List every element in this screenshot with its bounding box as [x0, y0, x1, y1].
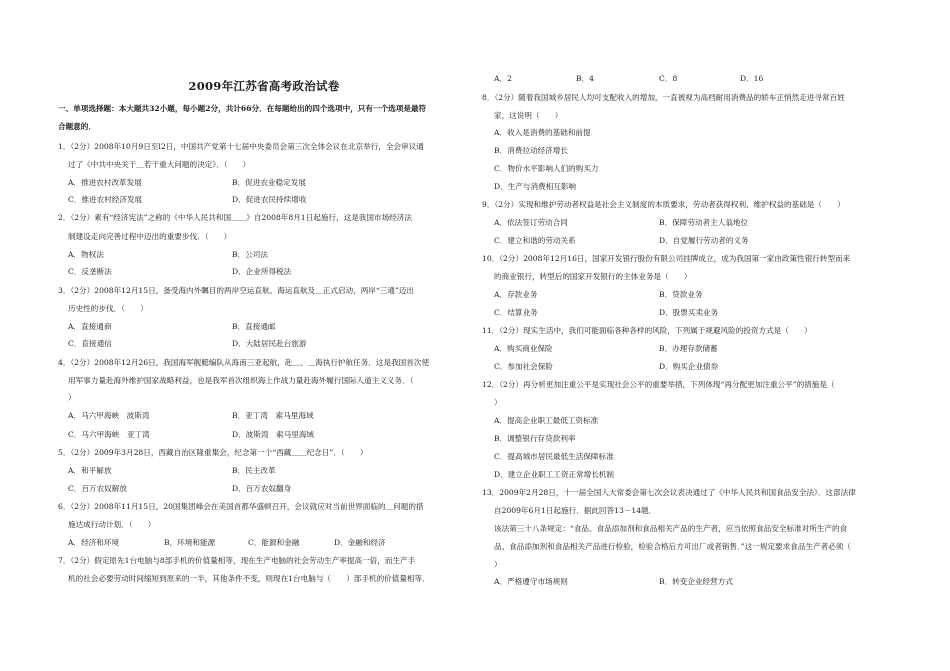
q6-option-d[interactable]: D．金融和经济 [334, 538, 386, 547]
q2-stem-line2: 制建设走向完善过程中迈出的重要步伐．（ ） [68, 232, 232, 241]
q11-option-a[interactable]: A．购买商业保险 [494, 344, 553, 353]
q7-option-c[interactable]: C．8 [659, 74, 678, 83]
q4-stem-line3: ） [68, 393, 76, 402]
q6-option-b[interactable]: B．环境和能源 [164, 538, 216, 547]
q10-option-b[interactable]: B．贷款业务 [659, 290, 703, 299]
page-title: 2009年江苏省高考政治试卷 [188, 79, 340, 93]
q7-stem-line1: 7．（2分）假定原先1台电脑与8部手机的价值量相等，现在生产电脑的社会劳动生产率提高一倍，而生产手 [58, 556, 416, 565]
q7-stem-line2: 机的社会必要劳动时间缩短到原来的一半，其他条件不变，则现在1台电脑与（ ）部手机的价值量相等． [68, 574, 430, 583]
q4-option-a[interactable]: A．马六甲海峡 波斯湾 [68, 411, 150, 420]
q2-stem-line1: 2．（2分）素有“经济宪法”之称的《中华人民共和国＿＿》自2008年8月1日起施行，这是我国市场经济法 [58, 213, 412, 222]
q1-option-c[interactable]: C．推进农村经济发展 [68, 195, 143, 204]
q1-stem-line2: 过了《中共中央关于＿若干重大问题的决定》．（ ） [68, 160, 251, 169]
q2-option-b[interactable]: B．公司法 [232, 250, 268, 259]
q12-option-a[interactable]: A．提高企业职工最低工资标准 [494, 416, 599, 425]
q12-option-d[interactable]: D．建立企业职工工资正常增长机制 [494, 470, 614, 479]
q1-stem-line1: 1．（2分）2008年10月9日至l2日，中国共产党第十七届中央委员会第三次全体会议在北京举行，全会审议通 [58, 142, 424, 151]
q7-option-a[interactable]: A．2 [494, 74, 512, 83]
q3-stem-line1: 3．（2分）2008年12月15日，备受海内外瞩目的两岸空运直航、海运直航及＿正式启动，两岸“三通”迈出 [58, 286, 415, 295]
q11-option-c[interactable]: C．参加社会保险 [494, 362, 553, 371]
q9-option-a[interactable]: A．依法签订劳动合同 [494, 218, 568, 227]
q10-stem-line2: 的商业银行，转型后的国家开发银行的主体业务是（ ） [494, 272, 692, 281]
q13-stem-line1: 13．2009年2月28日，十一届全国人大常委会第七次会议表决通过了《中华人民共和国食品安全法》．这部法律 [482, 488, 856, 497]
q10-option-a[interactable]: A．存款业务 [494, 290, 538, 299]
q2-option-a[interactable]: A．物权法 [68, 250, 104, 259]
q1-option-b[interactable]: B．促进农业稳定发展 [232, 178, 306, 187]
section-heading-line2: 合题意的． [58, 122, 96, 131]
q12-stem-line2: ） [494, 398, 502, 407]
q3-stem-line2: 历史性的步伐．（ ） [68, 304, 148, 313]
q12-option-b[interactable]: B．调整银行存贷款利率 [494, 434, 576, 443]
q3-option-c[interactable]: C．直接通信 [68, 339, 112, 348]
q13-stem-line4: 品、食品添加剂和食品相关产品进行检验，检验合格后方可出厂或者销售．”这一规定要求食品生产者必须（ [494, 542, 851, 551]
q8-stem-line2: 家，这说明（ ） [494, 111, 563, 120]
q4-option-b[interactable]: B．亚丁湾 索马里海域 [232, 411, 314, 420]
q1-option-a[interactable]: A．推进农村改革发展 [68, 178, 142, 187]
q7-option-d[interactable]: D．16 [740, 74, 764, 83]
q11-option-d[interactable]: D．购买企业债券 [659, 362, 719, 371]
q4-option-c[interactable]: C．马六甲海峡 亚丁湾 [68, 430, 150, 439]
q4-stem-line2: 用军事力量赴海外维护国家战略利益，也是我军首次组织海上作战力量赴海外履行国际人道主义义务．（ [68, 376, 429, 385]
q13-option-b[interactable]: B．转变企业经营方式 [659, 577, 733, 586]
q10-option-c[interactable]: C．结算业务 [494, 308, 538, 317]
q9-stem-line1: 9．（2分）实现和维护劳动者权益是社会主义制度的本质要求，劳动者获得权利、维护权益的基础是（ ） [482, 200, 845, 209]
q5-stem-line1: 5．（2分）2009年3月28日，西藏自治区隆重集会，纪念第一个“西藏＿＿纪念日”．（ ） [58, 448, 368, 457]
q5-option-a[interactable]: A．和平解放 [68, 466, 112, 475]
q12-option-c[interactable]: C．提高城市居民最低生活保障标准 [494, 452, 614, 461]
q9-option-d[interactable]: D．自觉履行劳动者的义务 [659, 236, 749, 245]
q8-option-c[interactable]: C．物价水平影响人们的购买力 [494, 164, 599, 173]
q5-option-d[interactable]: D．百万农奴翻身 [232, 484, 292, 493]
q7-option-b[interactable]: B．4 [576, 74, 595, 83]
q6-stem-line1: 6．（2分）2008年11月15日，20国集团峰会在美国首都华盛顿召开，会议就应对当前世界面临的＿问题的措 [58, 502, 424, 511]
q6-stem-line2: 施达成行动计划．（ ） [68, 520, 156, 529]
q6-option-c[interactable]: C．能源和金融 [248, 538, 300, 547]
q8-option-a[interactable]: A．收入是消费的基础和前提 [494, 128, 591, 137]
q13-option-a[interactable]: A．严格遵守市场规则 [494, 577, 568, 586]
q3-option-b[interactable]: B．直接通邮 [232, 322, 276, 331]
q11-option-b[interactable]: B．办理存款储蓄 [659, 344, 718, 353]
q11-stem-line1: 11．（2分）现实生活中，我们可能面临各种各样的风险，下列属于规避风险的投资方式是（ ） [482, 326, 812, 335]
q10-stem-line1: 10．（2分）2008年12月16日，国家开发银行股份有限公司挂牌成立，成为我国第一家由政策性银行转型而来 [482, 254, 851, 263]
q13-stem-line3: 该法第三十八条规定：“食品、食品添加剂和食品相关产品的生产者，应当依照食品安全标准对所生产的食 [494, 524, 848, 533]
q9-option-b[interactable]: B．保障劳动者主人翁地位 [659, 218, 749, 227]
q12-stem-line1: 12．（2分）再分析更加注重公平是实现社会公平的重要举措，下列体现“再分配更加注重公平”的措施是（ [482, 380, 835, 389]
q5-option-c[interactable]: C．百万农奴解放 [68, 484, 127, 493]
q2-option-c[interactable]: C．反垄断法 [68, 267, 112, 276]
section-heading-line1: 一、单项选择题：本大题共32小题，每小题2分，共计66分．在每题给出的四个选项中，只有一个选项是最符 [58, 104, 427, 113]
q10-option-d[interactable]: D．股票买卖业务 [659, 308, 719, 317]
q3-option-d[interactable]: D．大陆居民赴台旅游 [232, 339, 307, 348]
q1-option-d[interactable]: D．促进农民持续增收 [232, 195, 307, 204]
q3-option-a[interactable]: A．直接通商 [68, 322, 112, 331]
q4-option-d[interactable]: D．波斯湾 索马里海域 [232, 430, 315, 439]
q2-option-d[interactable]: D．企业所得税法 [232, 267, 292, 276]
q13-stem-line2: 自2009年6月1日起施行．据此回答13－14题． [494, 506, 657, 515]
q8-stem-line1: 8．（2分）随着我国城乡居民人均可支配收入的增加，一直被视为高档耐用消费品的轿车正悄然走进寻常百姓 [482, 93, 845, 102]
q8-option-d[interactable]: D．生产与消费相互影响 [494, 182, 577, 191]
q8-option-b[interactable]: B．消费拉动经济增长 [494, 146, 568, 155]
q13-stem-line5: ） [494, 560, 502, 569]
q5-option-b[interactable]: B．民主改革 [232, 466, 276, 475]
q4-stem-line1: 4．（2分）2008年12月26日，我国海军舰艇编队从海南三亚起航，赴＿、＿海执行护航任务．这是我国首次使 [58, 358, 430, 367]
q6-option-a[interactable]: A．经济和环境 [68, 538, 120, 547]
q9-option-c[interactable]: C．建立和谐的劳动关系 [494, 236, 576, 245]
